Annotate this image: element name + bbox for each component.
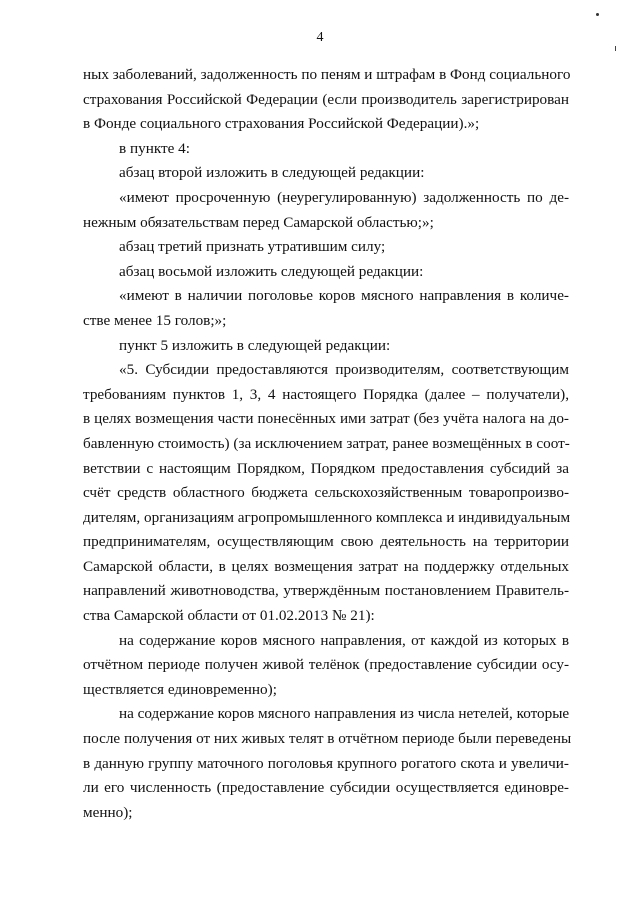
text-line: стве менее 15 голов;»; — [83, 311, 227, 329]
text-line: пункт 5 изложить в следующей редакции: — [119, 336, 391, 354]
text-line: «имеют в наличии поголовье коров мясного направления в количе- — [119, 287, 569, 305]
text-line: бавленную стоимость) (за исключением затрат, ранее возмещённых в соот- — [83, 434, 570, 452]
text-line: ных заболеваний, задолженность по пеням и штрафам в Фонд социального — [83, 66, 571, 83]
document-body — [83, 63, 572, 825]
text-line: страхования Российской Федерации (если производитель зарегистрирован — [83, 90, 569, 108]
text-line: после получения от них живых телят в отчётном периоде были переведены — [83, 730, 572, 748]
text-line: в пункте 4: — [119, 139, 190, 157]
text-line: в целях возмещения части понесённых ими затрат (без учёта налога на до- — [83, 410, 569, 428]
text-line: нежным обязательствам перед Самарской областью;»; — [83, 213, 434, 231]
text-line: менно); — [83, 803, 133, 821]
page-number: 4 — [316, 30, 324, 45]
text-line: Самарской области, в целях возмещения затрат на поддержку отдельных — [83, 557, 569, 575]
scan-mark — [615, 46, 616, 51]
text-line: счёт средств областного бюджета сельскохозяйственным товаропроизво- — [83, 484, 569, 502]
text-line: отчётном периоде получен живой телёнок (предоставление субсидии осу- — [83, 656, 569, 674]
text-line: абзац третий признать утратившим силу; — [119, 238, 386, 256]
text-line: на содержание коров мясного направления, от каждой из которых в — [119, 631, 569, 649]
text-line: ли его численность (предоставление субсидии осуществляется единовре- — [83, 779, 569, 797]
text-line: абзац второй изложить в следующей редакции: — [119, 164, 425, 182]
scan-speck — [596, 13, 599, 16]
text-line: требованиям пунктов 1, 3, 4 настоящего Порядка (далее – получатели), — [83, 385, 569, 403]
text-line: абзац восьмой изложить следующей редакции: — [119, 262, 424, 280]
text-line: ства Самарской области от 01.02.2013 № 21): — [83, 607, 375, 625]
text-line: ветствии с настоящим Порядком, Порядком предоставления субсидий за — [83, 459, 569, 477]
text-line: «5. Субсидии предоставляются производителям, соответствующим — [119, 361, 569, 379]
text-line: ществляется единовременно); — [83, 680, 277, 698]
text-line: в данную группу маточного поголовья крупного рогатого скота и увеличи- — [83, 754, 569, 772]
text-line: «имеют просроченную (неурегулированную) задолженность по де- — [119, 188, 569, 206]
text-line: дителям, организациям агропромышленного комплекса и индивидуальным — [83, 508, 571, 526]
text-line: предпринимателям, осуществляющим свою деятельность на территории — [83, 533, 569, 551]
text-line: в Фонде социального страхования Российской Федерации).»; — [83, 115, 480, 133]
text-line: на содержание коров мясного направления из числа нетелей, которые — [119, 705, 570, 723]
text-line: направлений животноводства, утверждённым постановлением Правитель- — [83, 582, 569, 600]
